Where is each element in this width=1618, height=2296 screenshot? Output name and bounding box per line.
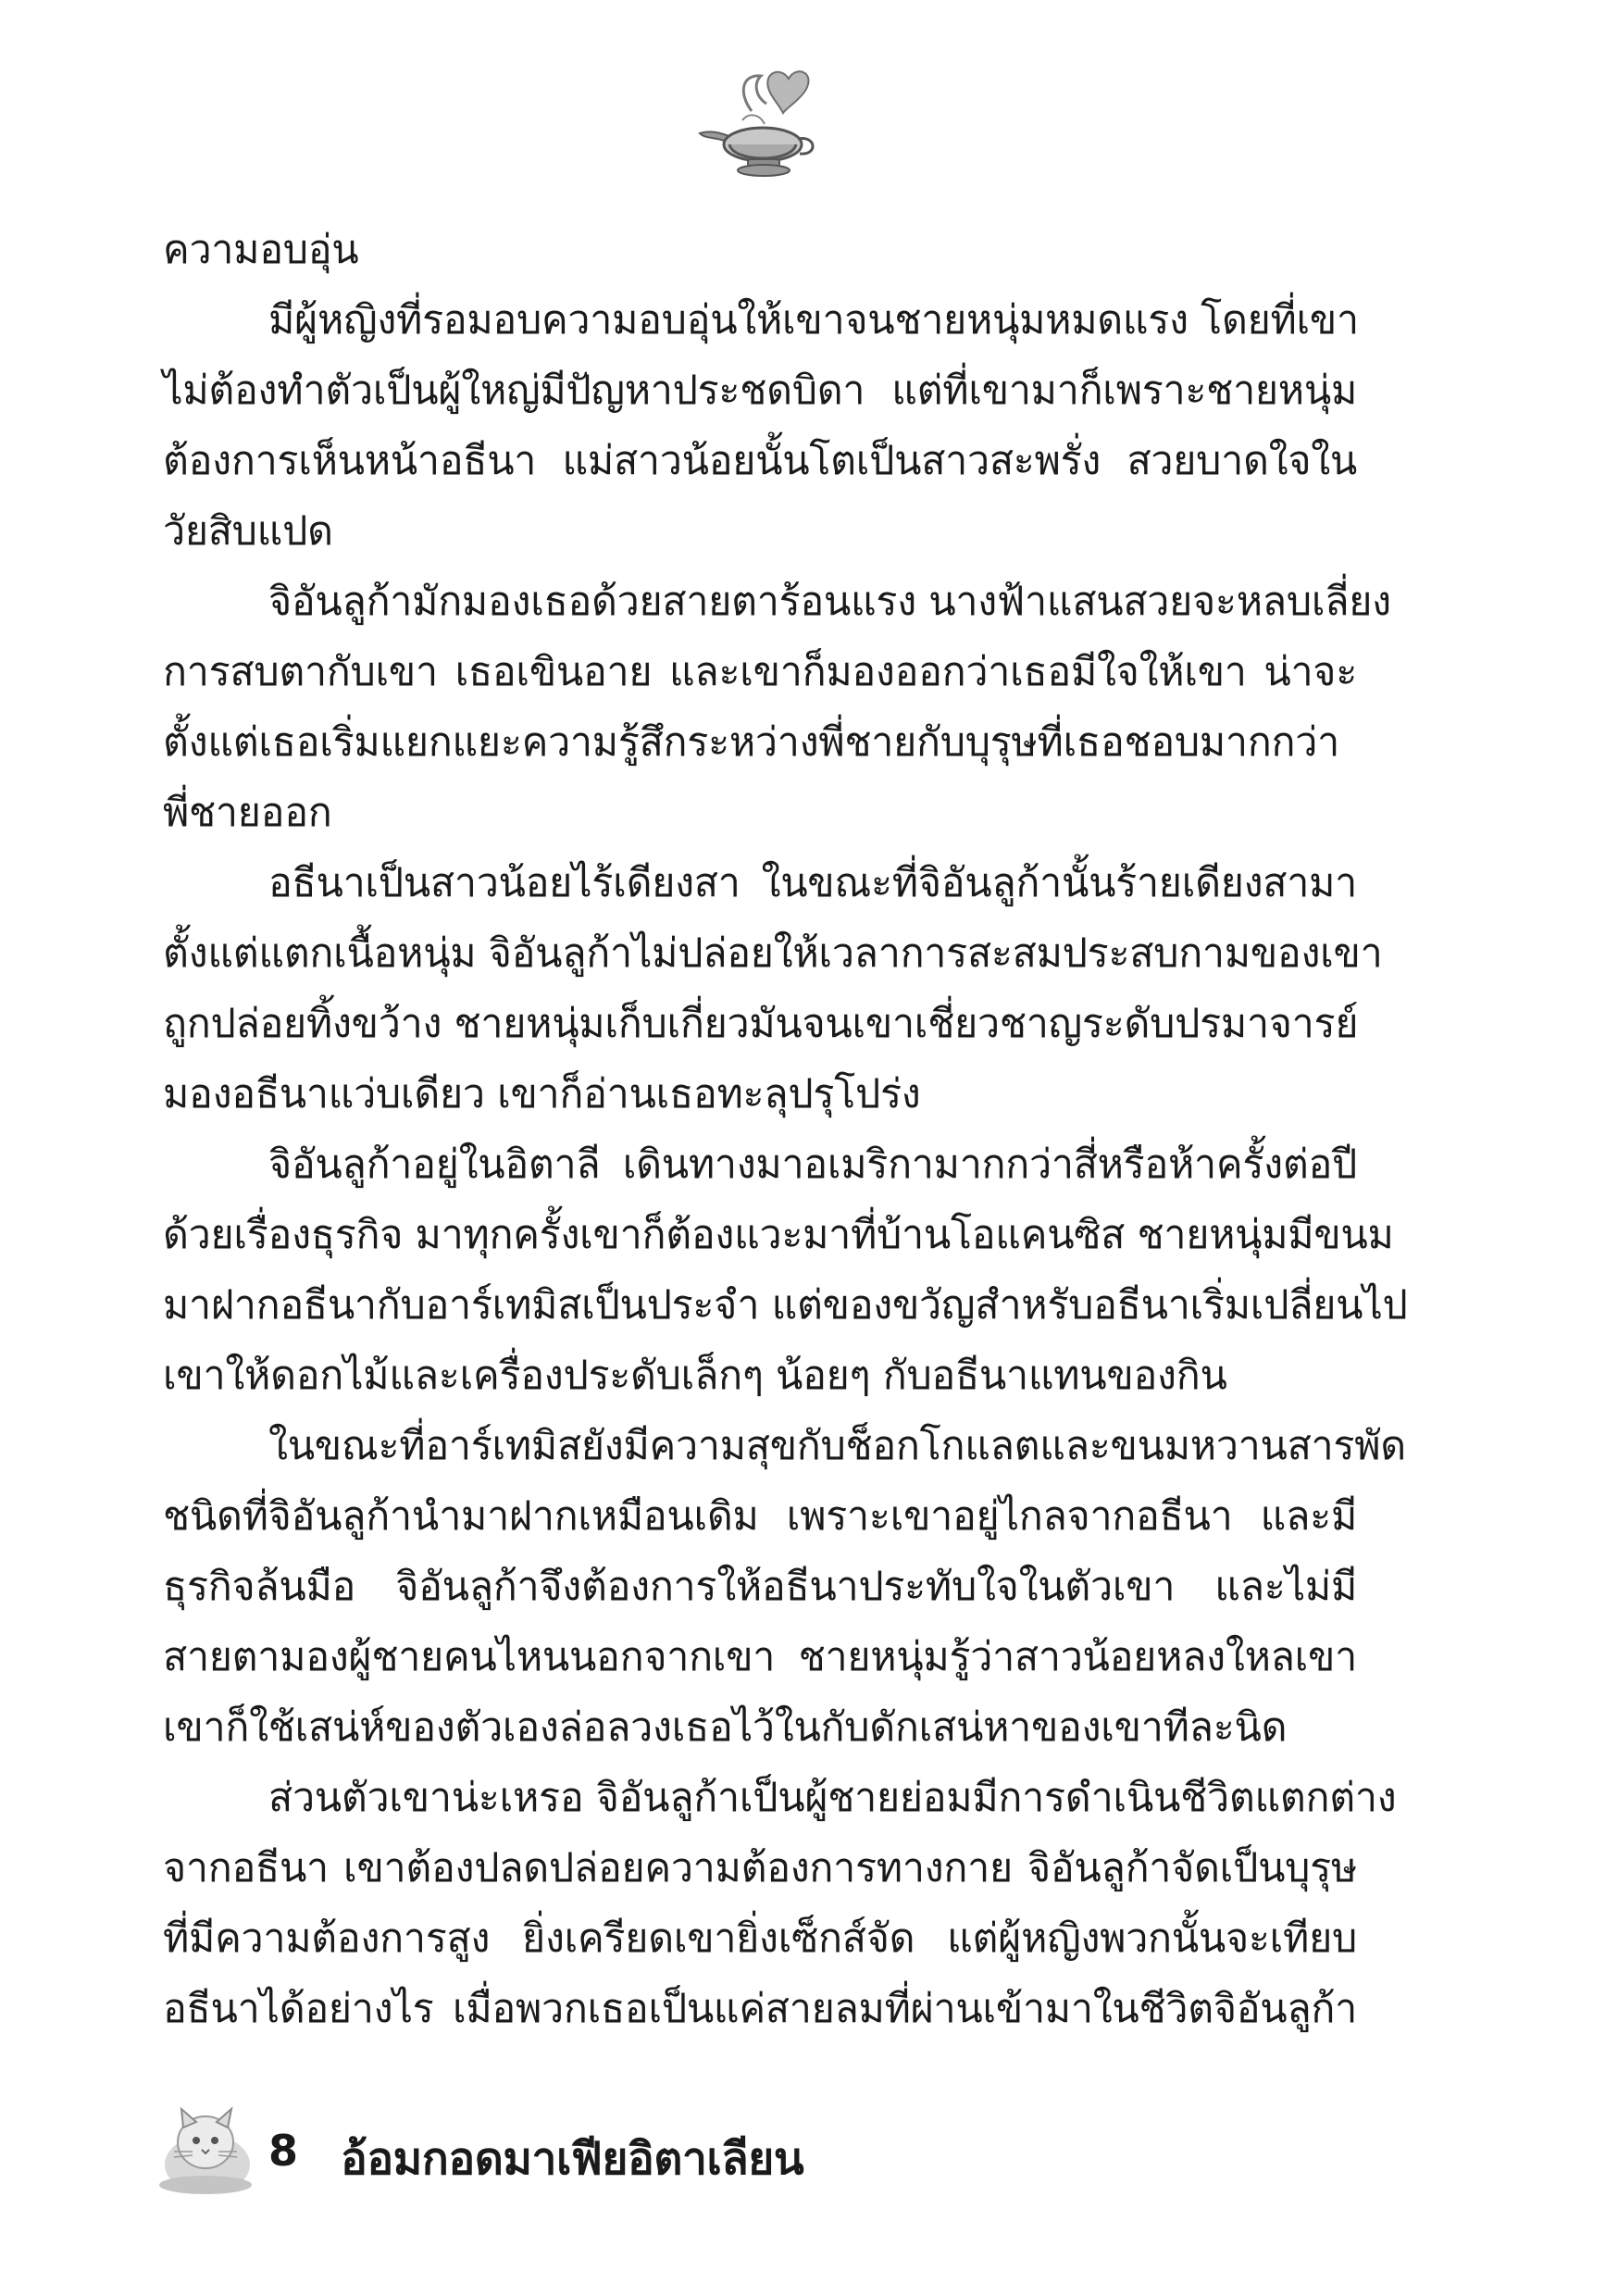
- text-line: สายตามองผู้ชายคนไหนนอกจากเขา ชายหนุ่มรู้ว่าสาวน้อยหลงใหลเขา: [163, 1634, 1357, 1680]
- text-line: เขาให้ดอกไม้และเครื่องประดับเล็กๆ น้อยๆ กับอธีนาแทนของกิน: [163, 1353, 1227, 1399]
- text-line: ด้วยเรื่องธุรกิจ มาทุกครั้งเขาก็ต้องแวะมาที่บ้านโอแคนซิส ชายหนุ่มมีขนม: [163, 1212, 1394, 1258]
- text-line: ความอบอุ่น: [163, 227, 359, 273]
- text-line: ส่วนตัวเขาน่ะเหรอ จิอันลูก้าเป็นผู้ชายย่อมมีการดำเนินชีวิตแตกต่าง: [268, 1775, 1397, 1821]
- text-line: จิอันลูก้าอยู่ในอิตาลี เดินทางมาอเมริกามากกว่าสี่หรือห้าครั้งต่อปี: [268, 1142, 1357, 1188]
- text-line: ธุรกิจล้นมือ จิอันลูก้าจึงต้องการให้อธีนาประทับใจในตัวเขา และไม่มี: [163, 1564, 1357, 1610]
- text-line: วัยสิบแปด: [163, 508, 333, 555]
- text-line: เขาก็ใช้เสน่ห์ของตัวเองล่อลวงเธอไว้ในกับดักเสน่หาของเขาทีละนิด: [163, 1704, 1288, 1751]
- text-line: ชนิดที่จิอันลูก้านำมาฝากเหมือนเดิม เพราะเขาอยู่ไกลจากอธีนา และมี: [163, 1493, 1357, 1540]
- genie-lamp-icon: [687, 56, 826, 185]
- text-line: อธีนาได้อย่างไร เมื่อพวกเธอเป็นแค่สายลมที่ผ่านเข้ามาในชีวิตจิอันลูก้า: [163, 1986, 1357, 2032]
- text-line: ถูกปล่อยทิ้งขว้าง ชายหนุ่มเก็บเกี่ยวมันจนเขาเชี่ยวชาญระดับปรมาจารย์: [163, 1001, 1359, 1047]
- page-number: 8: [268, 2126, 299, 2176]
- text-line: ไม่ต้องทำตัวเป็นผู้ใหญ่มีปัญหาประชดบิดา แต่ที่เขามาก็เพราะชายหนุ่ม: [163, 368, 1357, 414]
- text-line: ในขณะที่อาร์เทมิสยังมีความสุขกับช็อกโกแลตและขนมหวานสารพัด: [268, 1423, 1406, 1469]
- text-line: จิอันลูก้ามักมองเธอด้วยสายตาร้อนแรง นางฟ้าแสนสวยจะหลบเลี่ยง: [268, 579, 1391, 625]
- text-line: ต้องการเห็นหน้าอธีนา แม่สาวน้อยนั้นโตเป็นสาวสะพรั่ง สวยบาดใจใน: [163, 438, 1357, 484]
- text-line: การสบตากับเขา เธอเขินอาย และเขาก็มองออกว่าเธอมีใจให้เขา น่าจะ: [163, 649, 1357, 695]
- page-footer: [156, 2100, 989, 2202]
- text-line: จากอธีนา เขาต้องปลดปล่อยความต้องการทางกาย จิอันลูก้าจัดเป็นบุรุษ: [163, 1845, 1357, 1891]
- text-line: มีผู้หญิงที่รอมอบความอบอุ่นให้เขาจนชายหนุ่มหมดแรง โดยที่เขา: [268, 297, 1359, 343]
- body-text: [163, 215, 1408, 2044]
- text-line: มาฝากอธีนากับอาร์เทมิสเป็นประจำ แต่ของขวัญสำหรับอธีนาเริ่มเปลี่ยนไป: [163, 1282, 1408, 1329]
- text-line: ตั้งแต่เธอเริ่มแยกแยะความรู้สึกระหว่างพี่ชายกับบุรุษที่เธอชอบมากกว่า: [163, 719, 1339, 766]
- text-line: ตั้งแต่แตกเนื้อหนุ่ม จิอันลูก้าไม่ปล่อยให้เวลาการสะสมประสบกามของเขา: [163, 930, 1383, 977]
- text-line: พี่ชายออก: [163, 790, 332, 836]
- text-line: ที่มีความต้องการสูง ยิ่งเครียดเขายิ่งเซ็กส์จัด แต่ผู้หญิงพวกนั้นจะเทียบ: [163, 1915, 1357, 1962]
- text-line: มองอธีนาแว่บเดียว เขาก็อ่านเธอทะลุปรุโปร่ง: [163, 1071, 921, 1117]
- persian-cat-icon: [156, 2100, 255, 2198]
- text-line: อธีนาเป็นสาวน้อยไร้เดียงสา ในขณะที่จิอันลูก้านั้นร้ายเดียงสามา: [268, 860, 1357, 906]
- book-title: อ้อมกอดมาเฟียอิตาเลียน: [341, 2133, 804, 2185]
